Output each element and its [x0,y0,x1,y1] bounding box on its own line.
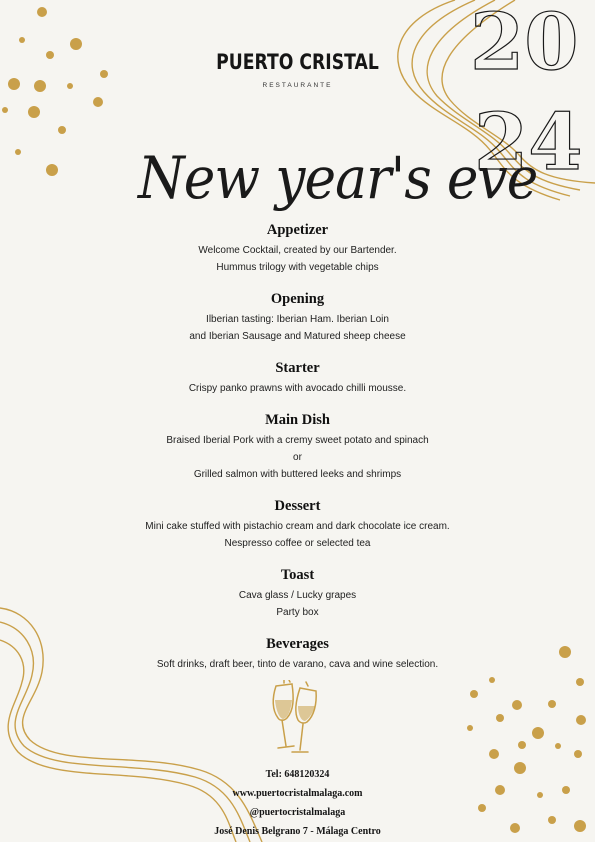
menu-section [0,360,595,397]
contact-phone: Tel: 648120324 [265,769,330,780]
menu-item: Mini cake stuffed with pistachio cream and dark chocolate ice cream. [145,521,450,532]
menu-section [0,412,595,483]
menu-section [0,291,595,345]
menu-item: Party box [276,607,319,618]
menu-item: Ilberian tasting: Iberian Ham. Iberian Loin [206,314,389,325]
menu-item: or [293,452,302,463]
headline: New year's eve [138,144,538,212]
section-title: Appetizer [266,222,329,238]
section-title: Main Dish [265,412,330,428]
year-bottom-digits: 24 [474,97,583,188]
menu-item: Soft drinks, draft beer, tinto de varano, cava and wine selection. [156,659,439,670]
menu-item: Nespresso coffee or selected tea [224,538,371,549]
contact-block [0,765,595,841]
menu-item: Braised Iberial Pork with a cremy sweet potato and spinach [166,435,429,446]
year-top-digits: 20 [470,0,579,88]
menu-item: Welcome Cocktail, created by our Bartender. [198,245,397,256]
menu-section [0,567,595,621]
menu-sections [0,222,595,688]
section-title: Dessert [274,498,321,514]
section-title: Toast [280,567,315,583]
menu-section [0,636,595,673]
brand-name: PUERTO CRISTAL [216,50,379,74]
contact-website[interactable]: www.puertocristalmalaga.com [232,788,363,799]
menu-item: Grilled salmon with buttered leeks and shrimps [193,469,402,480]
menu-item: Crispy panko prawns with avocado chilli mousse. [188,383,407,394]
champagne-glasses-icon [262,680,332,758]
section-title: Starter [275,360,320,376]
menu-item: Hummus trilogy with vegetable chips [216,262,379,273]
menu-item: Cava glass / Lucky grapes [238,590,357,601]
contact-social[interactable]: @puertocristalmalaga [249,807,346,818]
menu-section [0,498,595,552]
section-title: Beverages [266,636,329,652]
contact-address: José Denis Belgrano 7 - Málaga Centro [214,826,381,837]
menu-item: and Iberian Sausage and Matured sheep cheese [189,331,406,342]
brand-subtitle: RESTAURANTE [262,82,333,89]
section-title: Opening [270,291,325,307]
menu-section [0,222,595,276]
